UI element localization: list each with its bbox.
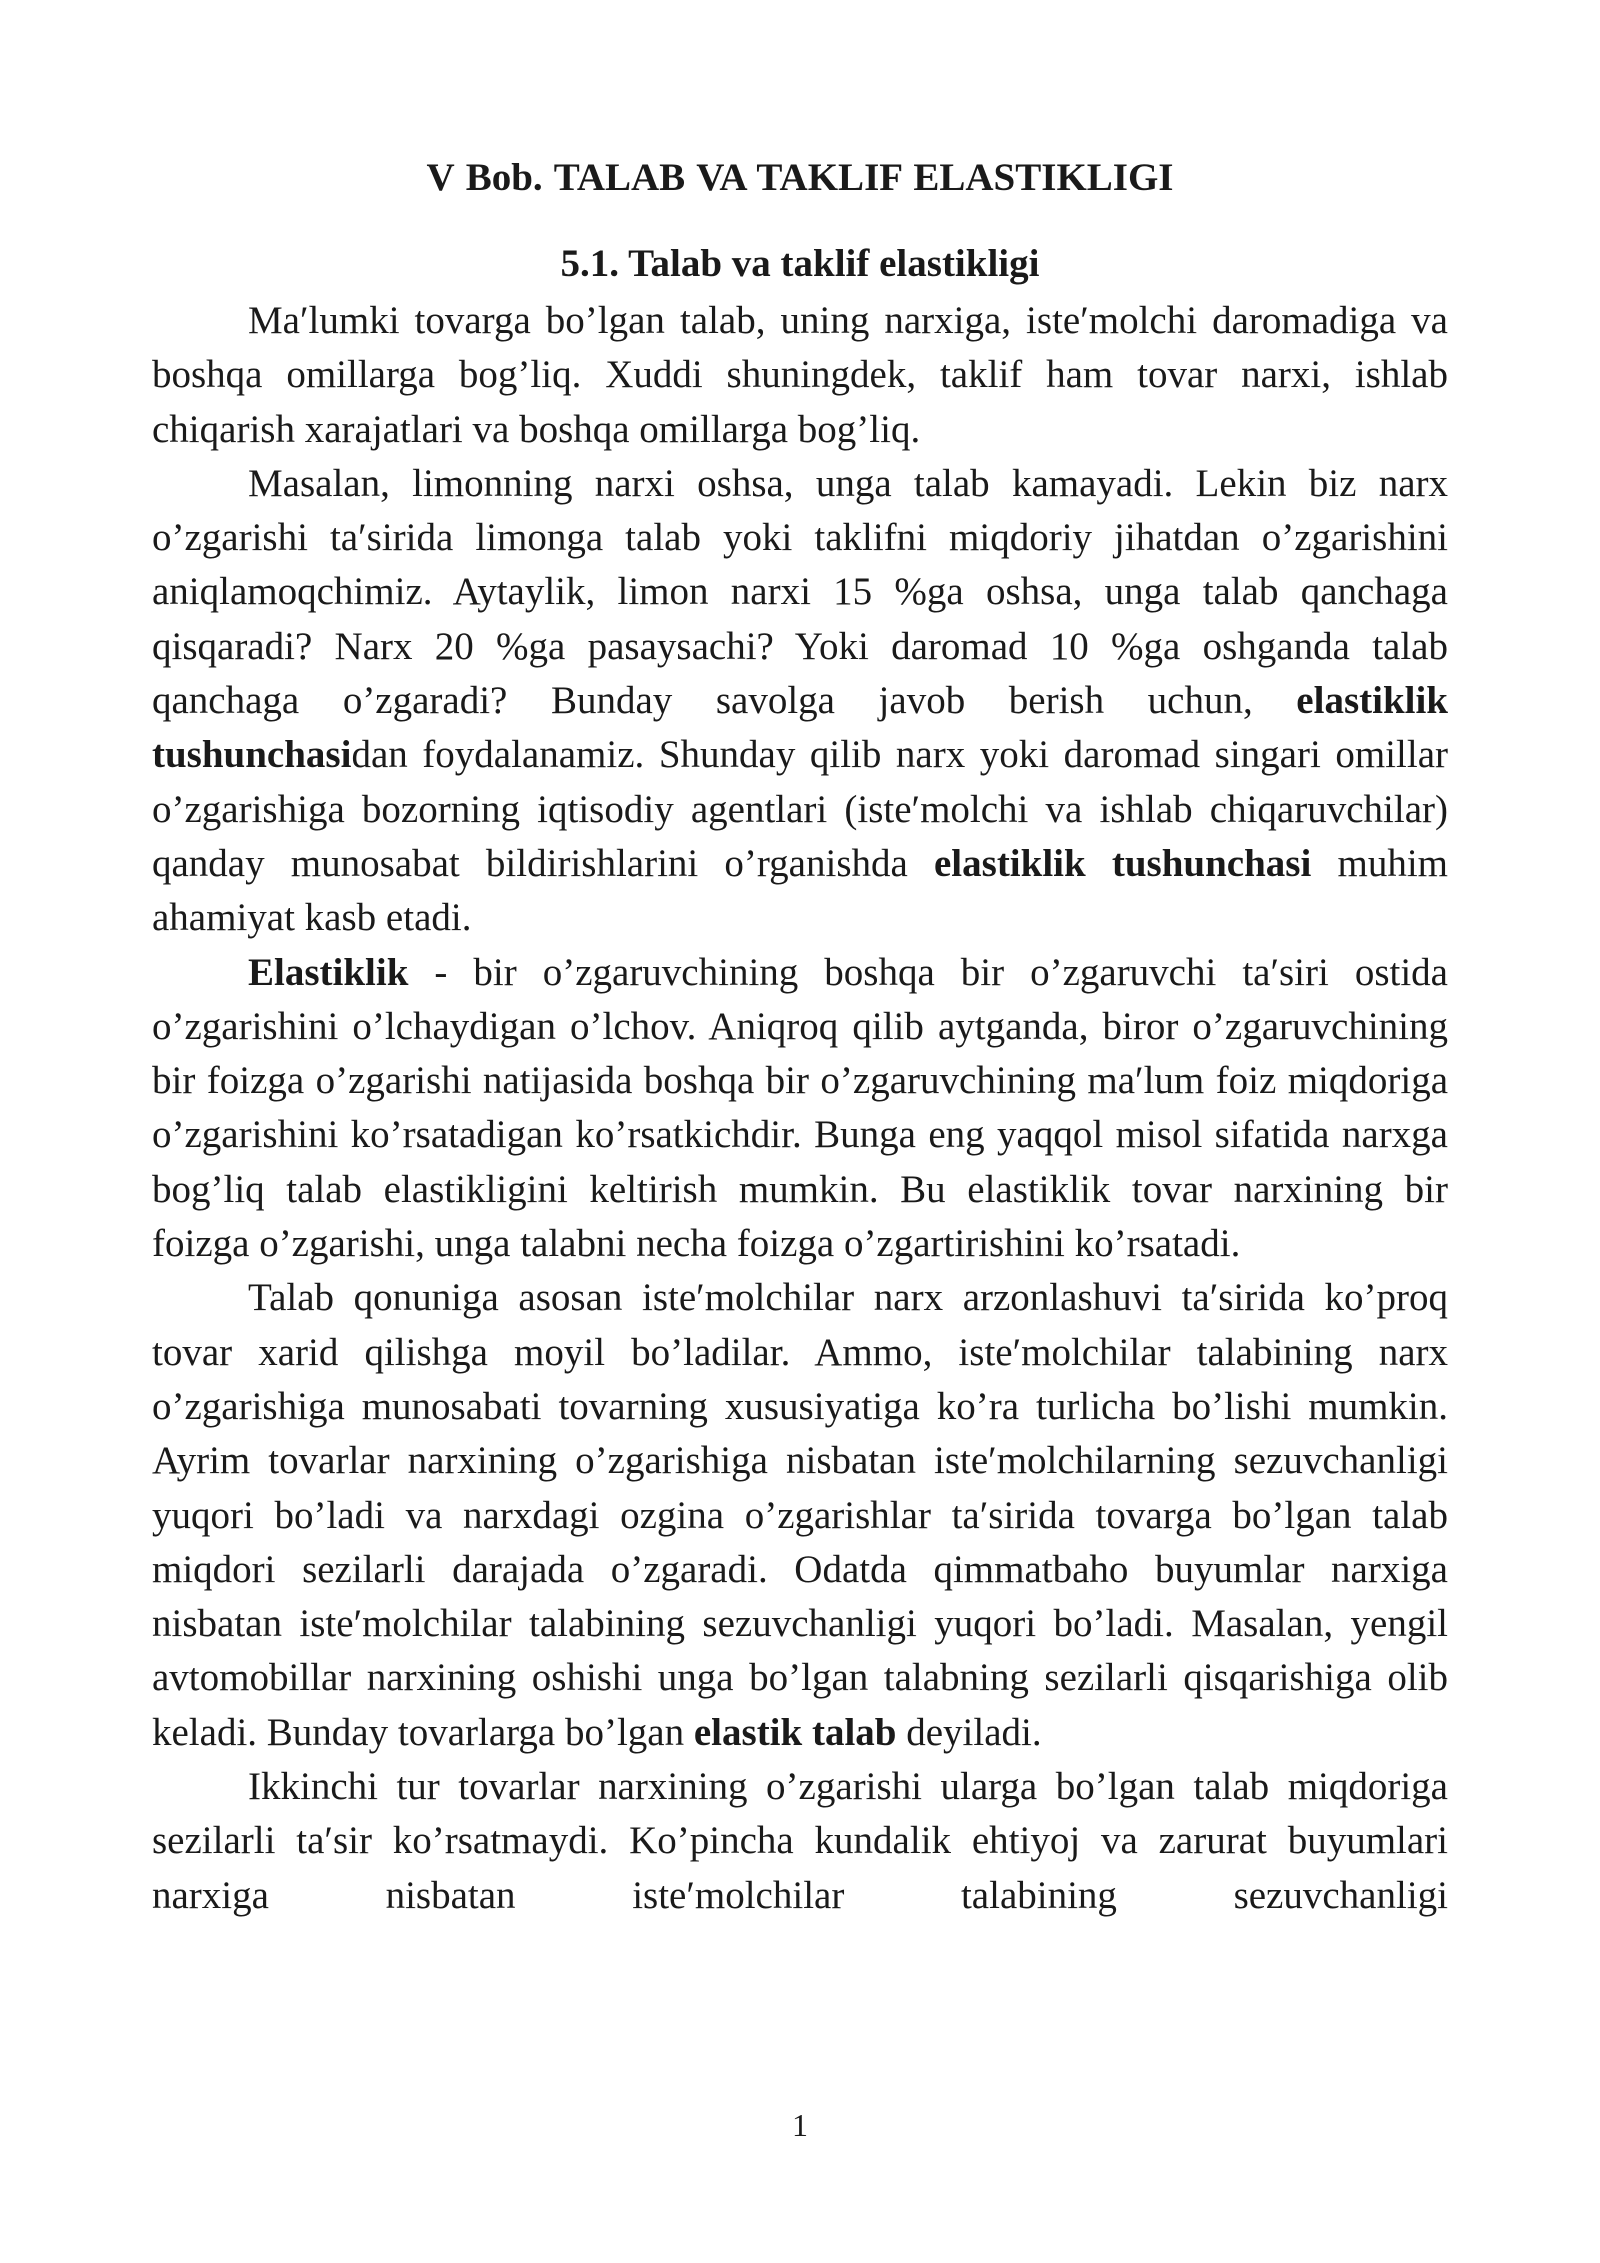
- paragraph-4-text-b: deyiladi.: [896, 1710, 1042, 1754]
- paragraph-5: [152, 1760, 1448, 1923]
- paragraph-1-text: Ma′lumki tovarga bo’lgan talab, uning narxiga, iste′molchi daromadiga va boshqa omillarga bog’liq. Xuddi shuningdek, taklif ham tovar narxi, ishlab chiqarish xarajatlari va boshqa omillarga bog’liq.: [152, 299, 1448, 451]
- paragraph-2-text-b: dan foydalanamiz. Shunday qilib narx yoki daromad singari omillar o’zgarishiga bozorning iqtisodiy agentlari (iste′molchi va ishlab chiqaruvchilar) qanday munosabat bildirishlarini o’rganishda: [152, 733, 1448, 885]
- paragraph-4-text-a: Talab qonuniga asosan iste′molchilar narx arzonlashuvi ta′sirida ko’proq tovar xarid qilishga moyil bo’ladilar. Ammo, iste′molchilar talabining narx o’zgarishiga munosabati tovarning xususiyatiga ko’ra turlicha bo’lishi mumkin. Ayrim tovarlar narxining o’zgarishiga nisbatan iste′molchilarning sezuvchanligi yuqori bo’ladi va narxdagi ozgina o’zgarishlar ta′sirida tovarga bo’lgan talab miqdori sezilarli darajada o’zgaradi. Odatda qimmatbaho buyumlar narxiga nisbatan iste′molchilar talabining sezuvchanligi yuqori bo’ladi. Masalan, yengil avtomobillar narxining oshishi unga bo’lgan talabning sezilarli qisqarishiga olib keladi. Bunday tovarlarga bo’lgan: [152, 1276, 1448, 1754]
- term-elastiklik-tushunchasi-2: elastiklik tushunchasi: [934, 841, 1312, 885]
- paragraph-5-text: Ikkinchi tur tovarlar narxining o’zgarishi ularga bo’lgan talab miqdoriga sezilarli ta′sir ko’rsatmaydi. Ko’pincha kundalik ehtiyoj va zarurat buyumlari narxiga nisbatan iste′molchilar talabining sezuvchanligi: [152, 1765, 1448, 1917]
- paragraph-2-text-a: Masalan, limonning narxi oshsa, unga talab kamayadi. Lekin biz narx o’zgarishi ta′sirida limonga talab yoki taklifni miqdoriy jihatdan o’zgarishini aniqlamoqchimiz. Aytaylik, limon narxi 15 %ga oshsa, unga talab qanchaga qisqaradi? Narx 20 %ga pasaysachi? Yoki daromad 10 %ga oshganda talab qanchaga o’zgaradi? Bunday savolga javob berish uchun,: [152, 461, 1448, 723]
- paragraph-2-text-c: muhim ahamiyat kasb etadi.: [152, 841, 1448, 940]
- term-elastiklik: Elastiklik: [248, 950, 409, 994]
- document-page: [152, 150, 1448, 1923]
- page-number: 1: [792, 2107, 808, 2143]
- paragraph-3: [152, 946, 1448, 1272]
- paragraph-2: [152, 457, 1448, 946]
- term-elastik-talab: elastik talab: [693, 1710, 897, 1754]
- paragraph-3-text: - bir o’zgaruvchining boshqa bir o’zgaruvchi ta′siri ostida o’zgarishini o’lchaydigan o’lchov. Aniqroq qilib aytganda, biror o’zgaruvchining bir foizga o’zgarishi natijasida boshqa bir o’zgaruvchining ma′lum foiz miqdoriga o’zgarishini ko’rsatadigan ko’rsatkichdir. Bunga eng yaqqol misol sifatida narxga bog’liq talab elastikligini keltirish mumkin. Bu elastiklik tovar narxining bir foizga o’zgarishi, unga talabni necha foizga o’zgartirishini ko’rsatadi.: [152, 950, 1448, 1266]
- term-elastiklik-tushunchasi: elastiklik tushunchasi: [152, 679, 1448, 777]
- chapter-title: V Bob. TALAB VA TAKLIF ELASTIKLIGI: [426, 156, 1174, 199]
- section-title: 5.1. Talab va taklif elastikligi: [560, 242, 1040, 285]
- paragraph-4: [152, 1271, 1448, 1760]
- paragraph-1: [152, 294, 1448, 457]
